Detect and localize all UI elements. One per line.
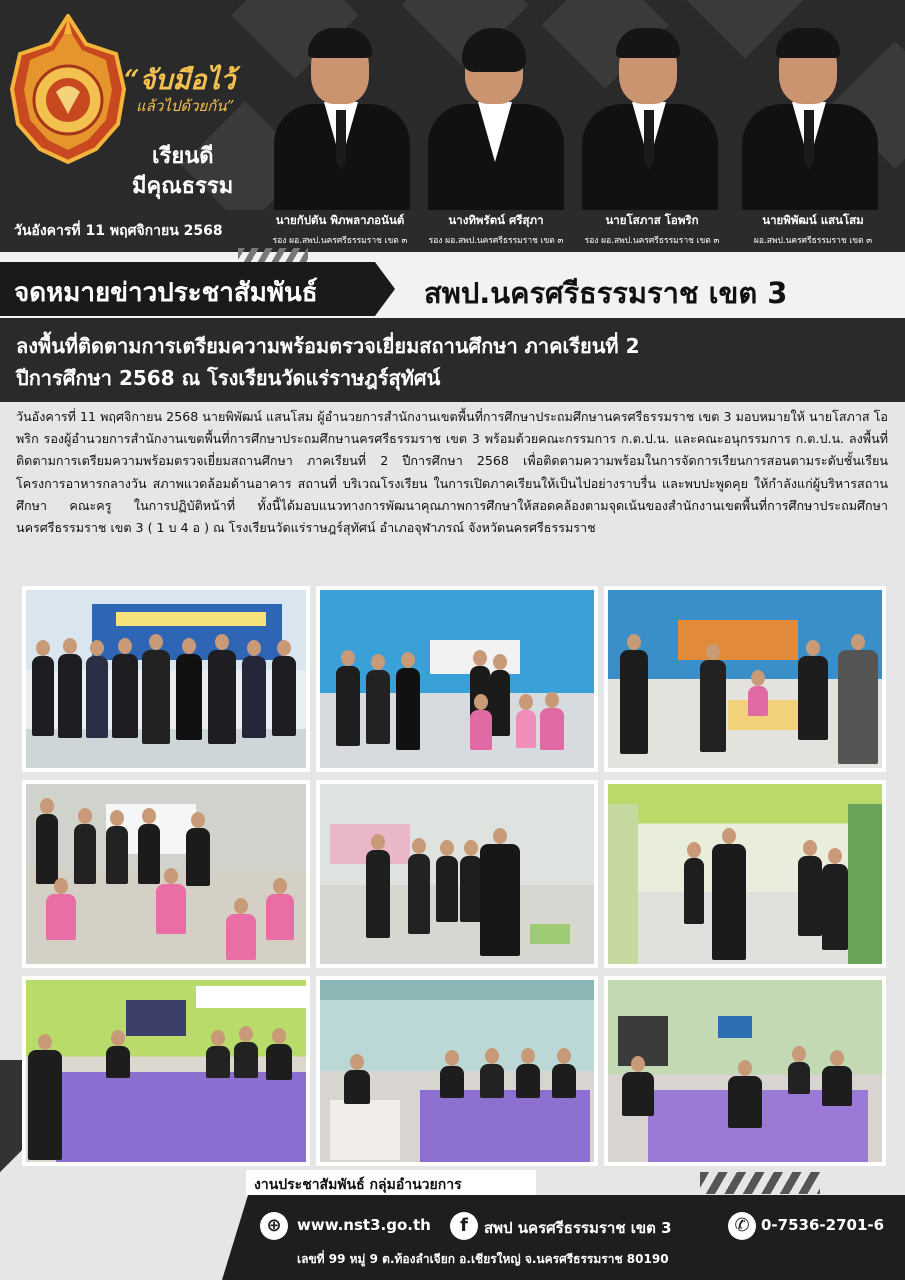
photo-classroom-3 <box>22 780 310 968</box>
photo-classroom-1 <box>316 586 598 772</box>
motto-line1: เรียนดี <box>152 144 214 169</box>
facebook-icon: f <box>450 1212 478 1240</box>
executive-name-1: นายกัปตัน พิภพลาภอนันต์ <box>275 213 405 227</box>
phone-number[interactable]: 0-7536-2701-6 <box>761 1216 885 1234</box>
phone-icon: ✆ <box>728 1212 756 1240</box>
motto-line2: มีคุณธรรม <box>132 174 234 199</box>
website-link[interactable]: www.nst3.go.th <box>297 1216 431 1234</box>
photo-corridor <box>604 780 886 968</box>
newsletter-label: จดหมายข่าวประชาสัมพันธ์ <box>14 278 318 308</box>
executive-role-2: รอง ผอ.สพป.นครศรีธรรมราช เขต ๓ <box>428 236 564 246</box>
office-name: สพป.นครศรีธรรมราช เขต 3 <box>424 276 788 310</box>
executive-name-2: นางทิพรัตน์ ศรีสุภา <box>448 213 544 227</box>
globe-icon: ⊕ <box>260 1212 288 1240</box>
executive-name-4: นายพิพัฒน์ แสนโสม <box>762 213 864 227</box>
photo-meeting-2 <box>316 976 598 1166</box>
footer-stripes <box>700 1172 820 1194</box>
executive-name-3: นายโสภาส โอพริก <box>605 213 699 227</box>
pr-unit: งานประชาสัมพันธ์ กลุ่มอำนวยการ <box>254 1177 462 1193</box>
photo-classroom-2 <box>604 586 886 772</box>
executive-role-4: ผอ.สพป.นครศรีธรรมราช เขต ๓ <box>753 236 873 246</box>
office-address: เลขที่ 99 หมู่ 9 ต.ท้องลำเจียก อ.เชียรใหญ่ จ.นครศรีธรรมราช 80190 <box>297 1252 669 1266</box>
date: วันอังคารที่ 11 พฤศจิกายน 2568 <box>14 223 223 239</box>
executive-role-1: รอง ผอ.สพป.นครศรีธรรมราช เขต ๓ <box>272 236 408 246</box>
photo-group <box>22 586 310 772</box>
photo-meeting-1 <box>22 976 310 1166</box>
photo-meeting-3 <box>604 976 886 1166</box>
banner-stripes <box>238 248 308 262</box>
facebook-page[interactable]: สพป นครศรีธรรมราช เขต 3 <box>484 1219 672 1237</box>
executive-photo-4 <box>734 24 884 212</box>
emblem-logo <box>6 14 131 164</box>
news-paragraph: วันอังคารที่ 11 พฤศจิกายน 2568 นายพิพัฒน์ แสนโสม ผู้อำนวยการสำนักงานเขตพื้นที่การศึกษาประถมศึกษานครศรีธรรมราช เขต 3 มอบหมายให้ นายโสภาส โอพริก รองผู้อำนวยการสำนักงานเขตพื้นที่การศึกษาประถมศึกษานครศรีธรรมราช เขต 3 พร้อมด้วยคณะกรรมการ ก.ต.ป.น. และคณะอนุกรรมการ ก.ต.ป.น. ลงพื้นที่ติดตามการเตรียมความพร้อมตรวจเยี่ยมสถานศึกษา ภาคเรียนที่ 2 ปีการศึกษา 2568 เพื่อติดตามความพร้อมในการจัดการเรียนการสอนตามระดับชั้นเรียน โครงการอาหารกลางวัน สภาพแวดล้อมด้านอาคาร สถานที่ บริเวณโรงเรียน ในการเปิดภาคเรียนให้เป็นไปอย่างราบรื่น และพบปะพูดคุย ให้กำลังแก่ผู้บริหารสถานศึกษา คณะครู ในการปฏิบัติหน้าที่ ทั้งนี้ได้มอบแนวทางการพัฒนาคุณภาพการศึกษาให้สอดคล้องตามจุดเน้นของสำนักงานเขตพื้นที่การศึกษาประถมศึกษานครศรีธรรมราช เขต 3 ( 1 บ 4 อ ) ณ โรงเรียนวัดแร่ราษฎร์สุทัศน์ อำเภอจุฬาภรณ์ จังหวัดนครศรีธรรมราช <box>16 409 888 536</box>
headline-line1: ลงพื้นที่ติดตามการเตรียมความพร้อมตรวจเยี่ยมสถานศึกษา ภาคเรียนที่ 2 <box>16 334 640 358</box>
executive-role-3: รอง ผอ.สพป.นครศรีธรรมราช เขต ๓ <box>584 236 720 246</box>
executive-photo-2 <box>420 24 570 212</box>
photo-room-visit <box>316 780 598 968</box>
header <box>0 0 905 252</box>
slogan-line2: แล้วไปด้วยกัน” <box>136 97 235 115</box>
executive-photo-1 <box>266 24 416 212</box>
executive-photo-3 <box>574 24 724 212</box>
slogan-line1: “จับมือไว้ <box>124 65 236 96</box>
headline-line2: ปีการศึกษา 2568 ณ โรงเรียนวัดแร่ราษฎร์สุทัศน์ <box>16 366 441 390</box>
